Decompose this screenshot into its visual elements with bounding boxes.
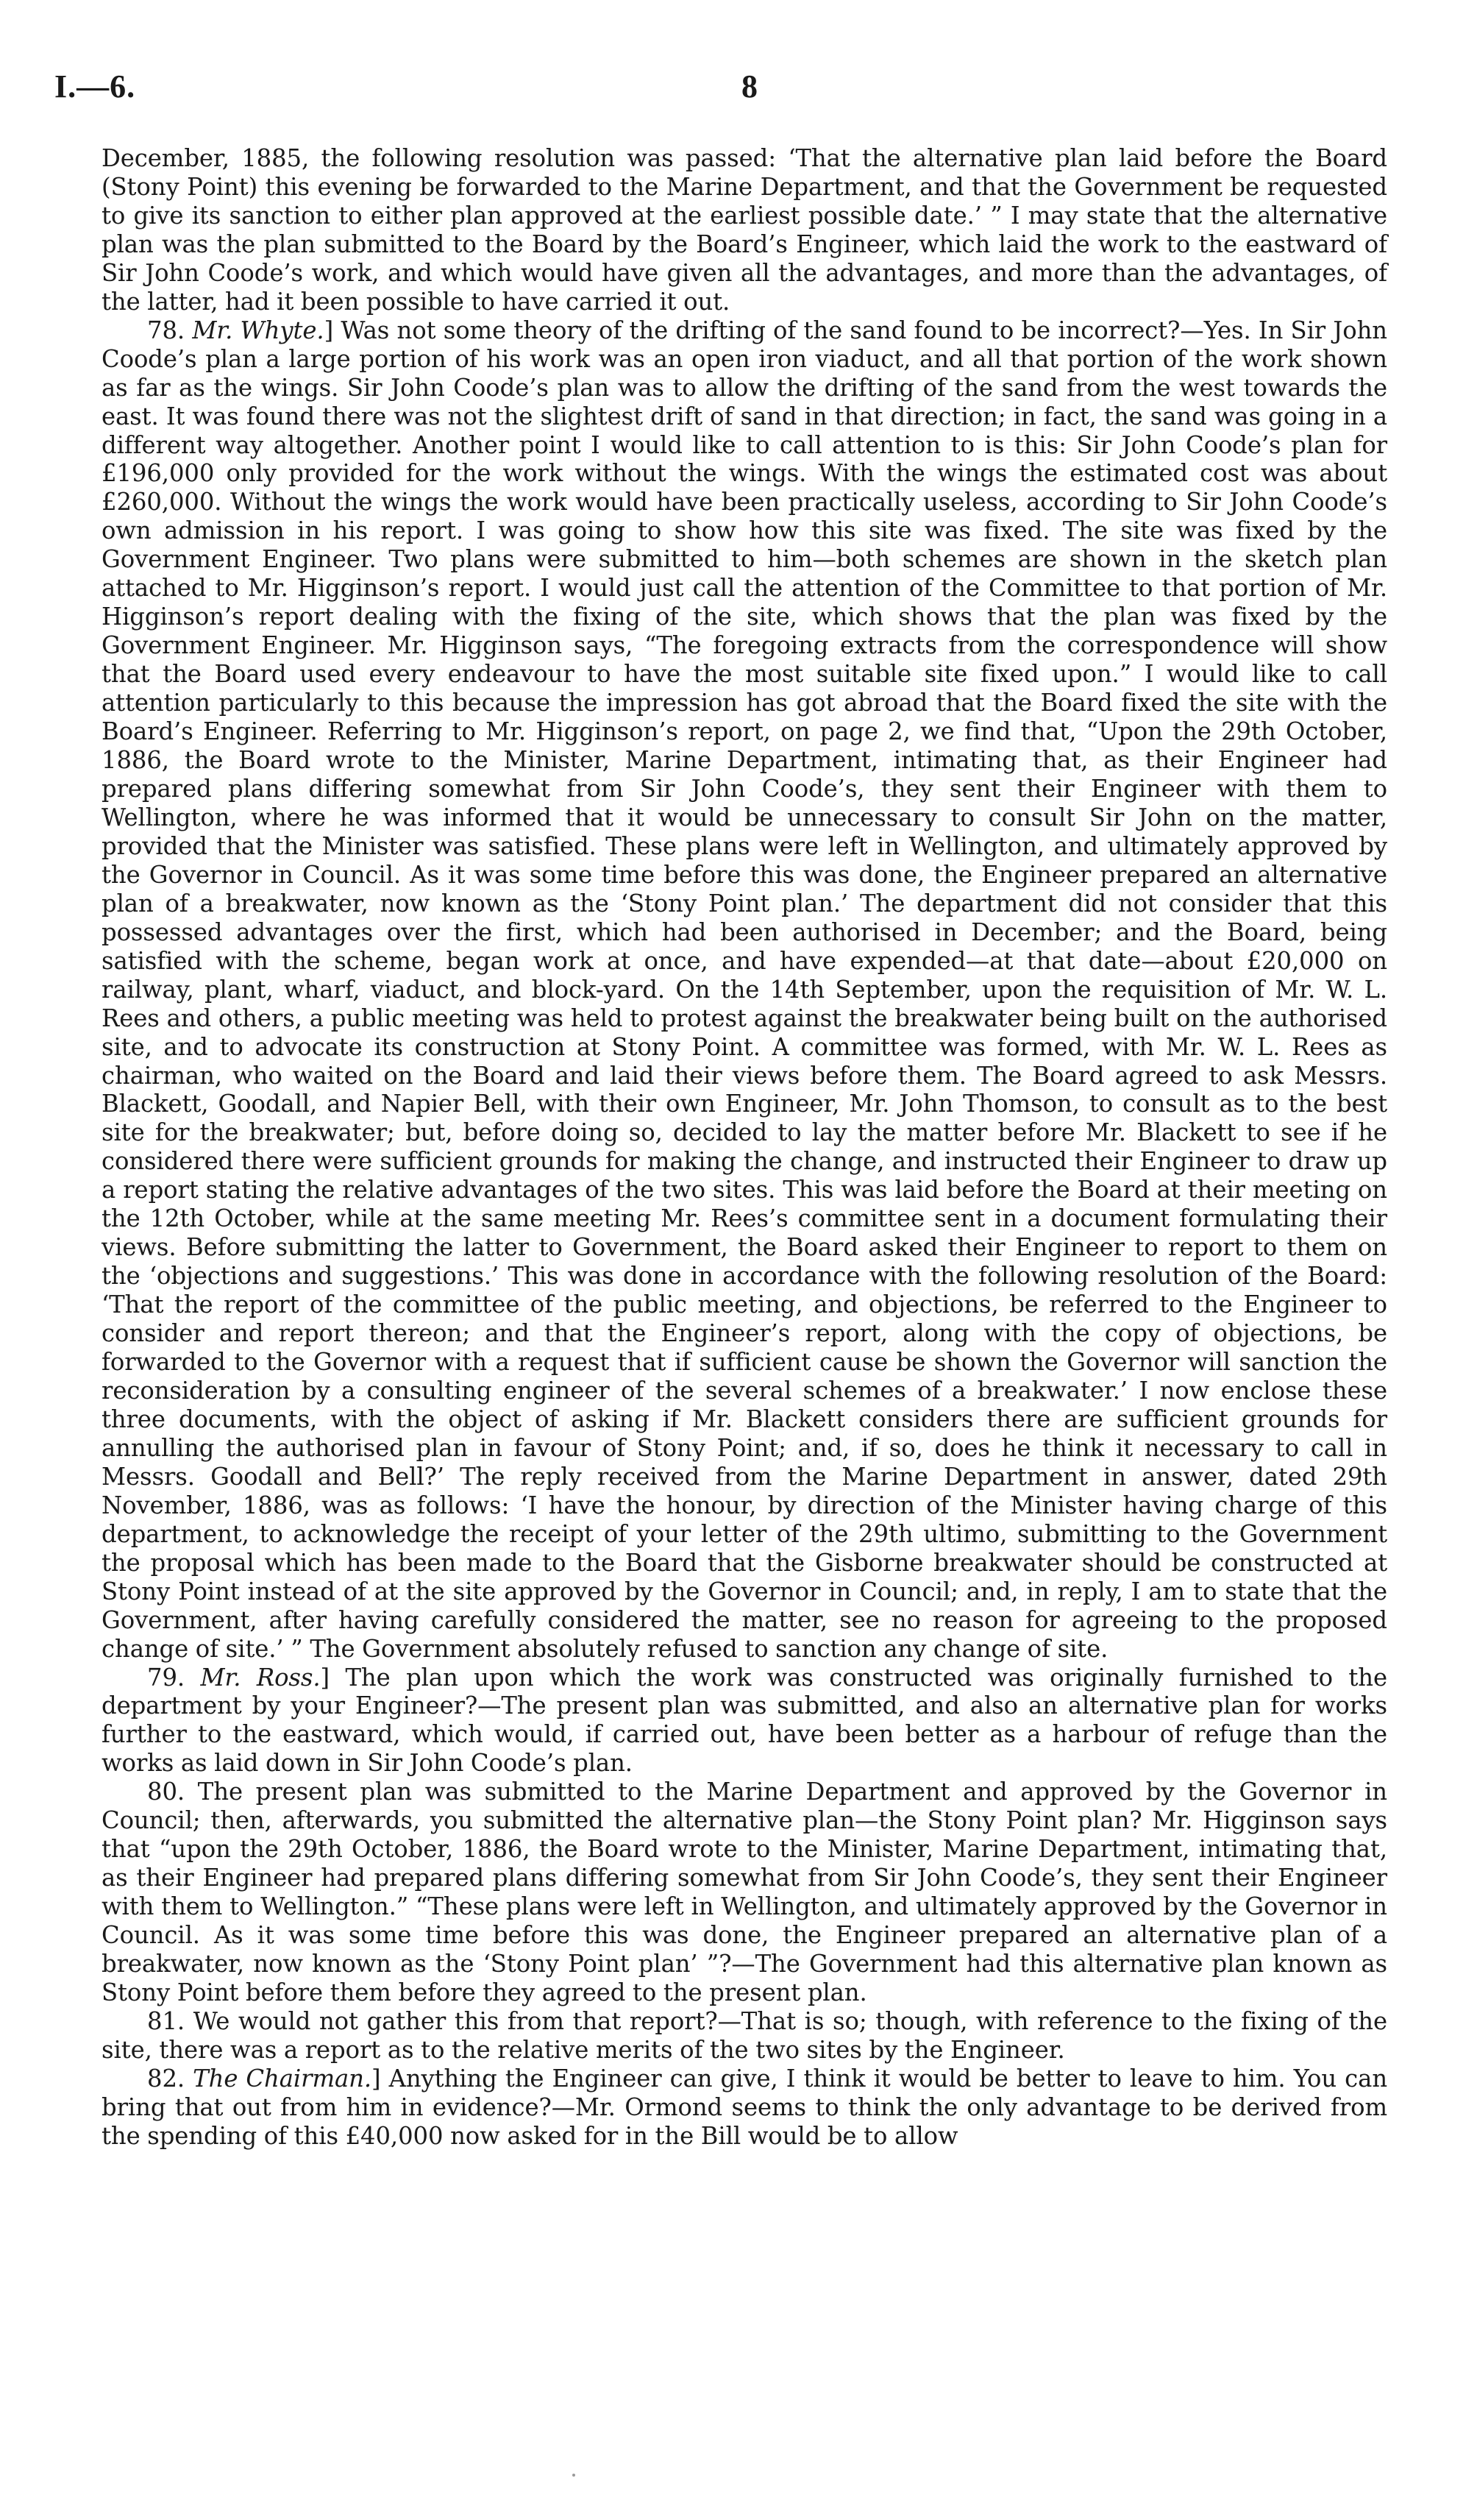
paragraph-text: Anything the Engineer can give, I think it would be better to leave to him. You can bring that out from him in evidence?—Mr. Ormond seems to think the only advantage to be derived from the spending of this £40,000 now asked for in the Bill would be to allow (102, 2064, 1388, 2150)
paragraph-81 (102, 2007, 1387, 2065)
question-number: 82. (147, 2064, 185, 2093)
question-number: 81. (147, 2006, 185, 2035)
paragraph-80 (102, 1778, 1387, 2007)
paragraph-text: The plan upon which the work was constructed was originally furnished to the department by your Engineer?—The present plan was submitted, and also an alternative plan for works further to the eastward, which would, if carried out, have been better as a harbour of refuge than the works as laid down in Sir John Coode’s plan. (102, 1663, 1387, 1778)
body-text (102, 144, 1387, 2151)
paragraph-82: 82. The Chairman.] Anything the Engineer can give, I think it would be better to leave to him. You can bring that out from him in evidence?—Mr. Ormond seems to think the only advantage to be derived from the spending of this £40,000 now asked for in the Bill would be to allow (102, 2064, 1388, 2150)
question-number: 80. (147, 1778, 185, 1806)
document-reference: I.—6. (54, 68, 136, 104)
page-number: 8 (741, 68, 758, 104)
paragraph-text: December, 1885, the following resolution was passed: ‘That the alternative plan laid before the Board (Stony Point) this evening be forwarded to the Marine Department, and that the Government be requested to give its sanction to either plan approved at the earliest possible date.’ ” I may state that the alternative plan was the plan submitted to the Board by the Board’s Engineer, which laid the work to the eastward of Sir John Coode’s work, and which would have given all the advantages, and more than the advantages, of the latter, had it been possible to have carried it out. (102, 144, 1387, 316)
paragraph-continued (102, 144, 1387, 316)
paragraph-78: 78. Mr. Whyte.] Was not some theory of the drifting of the sand found to be incorrect?—Yes. In Sir John Coode’s plan a large portion of his work was an open iron viaduct, and all that portion of the work shown as far as the wings. Sir John Coode’s plan was to allow the drifting of the sand from the west towards the east. It was found there was not the slightest drift of sand in that direction; in fact, the sand was going in a different way altogether. Another point I would like to call attention to is this: Sir John Coode’s plan for £196,000 only provided for the work without the wings. With the wings the estimated cost was about £260,000. Without the wings the work would have been practically useless, according to Sir John Coode’s own admission in his report. I was going to show how this site was fixed. The site was fixed by the Government Engineer. Two plans were submitted to him—both schemes are shown in the sketch plan attached to Mr. Higginson’s report. I would just call the attention of the Committee to that portion of Mr. Higginson’s report dealing with the fixing of the site, which shows that the plan was fixed by the Government Engineer. Mr. Higginson says, “The foregoing extracts from the correspondence will show that the Board used every endeavour to have the most suitable site fixed upon.” I would like to call attention particularly to this because the impression has got abroad that the Board fixed the site with the Board’s Engineer. Referring to Mr. Higginson’s report, on page 2, we find that, “Upon the 29th October, 1886, the Board wrote to the Minister, Marine Department, intimating that, as their Engineer had prepared plans differing somewhat from Sir John Coode’s, they sent their Engineer with them to Wellington, where he was informed that it would be unnecessary to consult Sir John on the matter, provided that the Minister was satisfied. These plans were left in Wellington, and ultimately approved by the Governor in Council. As it was some time before this was done, the Engineer prepared an alternative plan of a breakwater, now known as the ‘Stony Point plan.’ The department did not consider that this possessed advantages over the first, which had been authorised in December; and the Board, being satisfied with the scheme, began work at once, and have expended—at that date—about £20,000 on railway, plant, wharf, viaduct, and block-yard. On the 14th September, upon the requisition of Mr. W. L. Rees and others, a public meeting was held to protest against the breakwater being built on the authorised site, and to advocate its construction at Stony Point. A committee was formed, with Mr. W. L. Rees as chairman, who waited on the Board and laid their views before them. The Board agreed to ask Messrs. Blackett, Goodall, and Napier Bell, with their own Engineer, Mr. John Thomson, to consult as to the best site for the breakwater; but, before doing so, decided to lay the matter before Mr. Blackett to see if he considered there were sufficient grounds for making the change, and instructed their Engineer to draw up a report stating the relative advantages of the two sites. This was laid before the Board at their meeting on the 12th October, while at the same meeting Mr. Rees’s committee sent in a document formulating their views. Before submitting the latter to Government, the Board asked their Engineer to report to them on the ‘objections and suggestions.’ This was done in accordance with the following resolution of the Board: ‘That the report of the committee of the public meeting, and objections, be referred to the Engineer to consider and report thereon; and that the Engineer’s report, along with the copy of objections, be forwarded to the Governor with a request that if sufficient cause be shown the Governor will sanction the reconsideration by a consulting engineer of the several schemes of a breakwater.’ I now enclose these three documents, with the object of asking if Mr. Blackett considers there are sufficient grounds for annulling the authorised plan in favour of Stony Point; and, if so, does he think it necessary to call in Messrs. Goodall and Bell?’ The reply received from the Marine Department in answer, dated 29th November, 1886, was as follows: ‘I have the honour, by direction of the Minister having charge of this department, to acknowledge the receipt of your letter of the 29th ultimo, submitting to the Government the proposal which has been made to the Board that the Gisborne breakwater should be constructed at Stony Point instead of at the site approved by the Governor in Council; and, in reply, I am to state that the Government, after having carefully considered the matter, see no reason for agreeing to the proposed change of site.’ ” The Government absolutely refused to sanction any change of site. (102, 316, 1388, 1663)
print-speck (572, 2474, 575, 2477)
question-number: 79. (147, 1663, 185, 1692)
question-number: 78. (147, 316, 185, 344)
paragraph-text: Was not some theory of the drifting of the sand found to be incorrect?—Yes. In Sir John Coode’s plan a large portion of his work was an open iron viaduct, and all that portion of the work shown as far as the wings. Sir John Coode’s plan was to allow the drifting of the sand from the west towards the east. It was found there was not the slightest drift of sand in that direction; in fact, the sand was going in a different way altogether. Another point I would like to call attention to is this: Sir John Coode’s plan for £196,000 only provided for the work without the wings. With the wings the estimated cost was about £260,000. Without the wings the work would have been practically useless, according to Sir John Coode’s own admission in his report. I was going to show how this site was fixed. The site was fixed by the Government Engineer. Two plans were submitted to him—both schemes are shown in the sketch plan attached to Mr. Higginson’s report. I would just call the attention of the Committee to that portion of Mr. Higginson’s report dealing with the fixing of the site, which shows that the plan was fixed by the Government Engineer. Mr. Higginson says, “The foregoing extracts from the correspondence will show that the Board used every endeavour to have the most suitable site fixed upon.” I would like to call attention particularly to this because the impression has got abroad that the Board fixed the site with the Board’s Engineer. Referring to Mr. Higginson’s report, on page 2, we find that, “Upon the 29th October, 1886, the Board wrote to the Minister, Marine Department, intimating that, as their Engineer had prepared plans differing somewhat from Sir John Coode’s, they sent their Engineer with them to Wellington, where he was informed that it would be unnecessary to consult Sir John on the matter, provided that the Minister was satisfied. These plans were left in Wellington, and ultimately approved by the Governor in Council. As it was some time before this was done, the Engineer prepared an alternative plan of a breakwater, now known as the ‘Stony Point plan.’ The department did not consider that this possessed advantages over the first, which had been authorised in December; and the Board, being satisfied with the scheme, began work at once, and have expended—at that date—about £20,000 on railway, plant, wharf, viaduct, and block-yard. On the 14th September, upon the requisition of Mr. W. L. Rees and others, a public meeting was held to protest against the breakwater being built on the authorised site, and to advocate its construction at Stony Point. A committee was formed, with Mr. W. L. Rees as chairman, who waited on the Board and laid their views before them. The Board agreed to ask Messrs. Blackett, Goodall, and Napier Bell, with their own Engineer, Mr. John Thomson, to consult as to the best site for the breakwater; but, before doing so, decided to lay the matter before Mr. Blackett to see if he considered there were sufficient grounds for making the change, and instructed their Engineer to draw up a report stating the relative advantages of the two sites. This was laid before the Board at their meeting on the 12th October, while at the same meeting Mr. Rees’s committee sent in a document formulating their views. Before submitting the latter to Government, the Board asked their Engineer to report to them on the ‘objections and suggestions.’ This was done in accordance with the following resolution of the Board: ‘That the report of the committee of the public meeting, and objections, be referred to the Engineer to consider and report thereon; and that the Engineer’s report, along with the copy of objections, be forwarded to the Governor with a request that if sufficient cause be shown the Governor will sanction the reconsideration by a consulting engineer of the several schemes of a breakwater.’ I now enclose these three documents, with the object of asking if Mr. Blackett considers there are sufficient grounds for annulling the authorised plan in favour of Stony Point; and, if so, does he think it necessary to call in Messrs. Goodall and Bell?’ The reply received from the Marine Department in answer, dated 29th November, 1886, was as follows: ‘I have the honour, by direction of the Minister having charge of this department, to acknowledge the receipt of your letter of the 29th ultimo, submitting to the Government the proposal which has been made to the Board that the Gisborne breakwater should be constructed at Stony Point instead of at the site approved by the Governor in Council; and, in reply, I am to state that the Government, after having carefully considered the matter, see no reason for agreeing to the proposed change of site.’ ” The Government absolutely refused to sanction any change of site. (102, 316, 1388, 1663)
paragraph-text: We would not gather this from that report?—That is so; though, with reference to the fixing of the site, there was a report as to the relative merits of the two sites by the Engineer. (102, 2006, 1388, 2064)
speaker-name: Mr. Ross. (200, 1663, 321, 1692)
paragraph-79: 79. Mr. Ross.] The plan upon which the work was constructed was originally furnished to the department by your Engineer?—The present plan was submitted, and also an alternative plan for works further to the eastward, which would, if carried out, have been better as a harbour of refuge than the works as laid down in Sir John Coode’s plan. (102, 1663, 1387, 1778)
page-header (54, 68, 1408, 112)
speaker-name: The Chairman. (193, 2064, 371, 2093)
speaker-name: Mr. Whyte. (192, 316, 324, 344)
paragraph-text: The present plan was submitted to the Marine Department and approved by the Governor in Council; then, afterwards, you submitted the alternative plan—the Stony Point plan? Mr. Higginson says that “upon the 29th October, 1886, the Board wrote to the Minister, Marine Department, intimating that, as their Engineer had prepared plans differing somewhat from Sir John Coode’s, they sent their Engineer with them to Wellington.” “These plans were left in Wellington, and ultimately approved by the Governor in Council. As it was some time before this was done, the Engineer prepared an alternative plan of a breakwater, now known as the ‘Stony Point plan’ ”?—The Government had this alternative plan known as Stony Point before them before they agreed to the present plan. (102, 1778, 1387, 2006)
